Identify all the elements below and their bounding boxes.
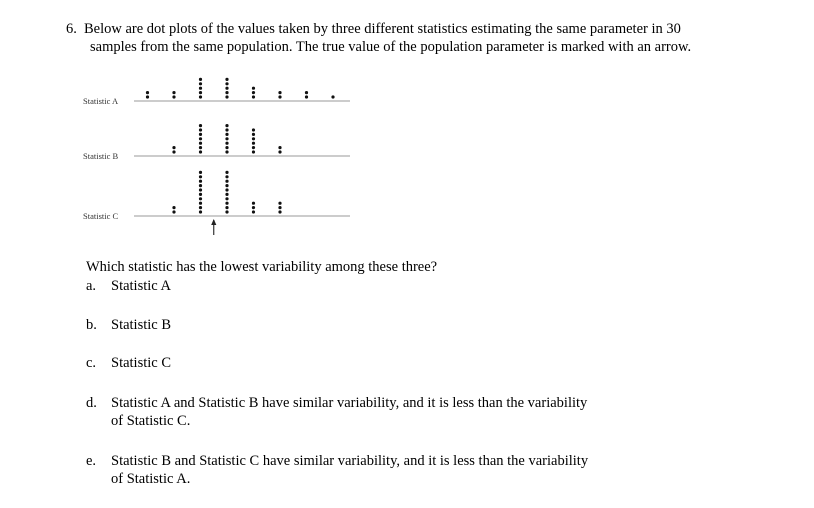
plot-dot [199, 206, 202, 209]
plot-dot [225, 171, 228, 174]
plot-dot [199, 91, 202, 94]
plot-dot [225, 95, 228, 98]
choice-text-line-1: Statistic B and Statistic C have similar variability, and it is less than the variability [111, 453, 589, 469]
plot-dot [305, 95, 308, 98]
plot-dot [252, 95, 255, 98]
plot-dot [225, 184, 228, 187]
plot-dot [172, 95, 175, 98]
choice-text: Statistic A [111, 278, 172, 294]
plot-dot [199, 142, 202, 145]
plot-label: Statistic A [83, 96, 119, 106]
plot-dot [225, 188, 228, 191]
plot-dot [199, 137, 202, 140]
plot-dot [172, 210, 175, 213]
plot-dot [199, 180, 202, 183]
plot-dot [252, 150, 255, 153]
plot-label: Statistic C [83, 211, 119, 221]
plot-dot [278, 91, 281, 94]
plot-dot [146, 95, 149, 98]
plot-dot [199, 184, 202, 187]
plot-dot [225, 91, 228, 94]
plot-dot [278, 210, 281, 213]
plot-label: Statistic B [83, 151, 119, 161]
plot-dot [199, 188, 202, 191]
plot-dot [225, 133, 228, 136]
choice-text: Statistic C [111, 355, 172, 371]
plot-dot [199, 82, 202, 85]
choice-letter: c. [86, 355, 97, 371]
plot-dot [199, 202, 202, 205]
plot-dot [199, 197, 202, 200]
plot-dot [199, 150, 202, 153]
dot-plots-layer [83, 78, 350, 235]
plot-dot [199, 193, 202, 196]
plot-dot [252, 87, 255, 90]
plot-dot [199, 95, 202, 98]
plot-dot [225, 137, 228, 140]
stem-line-1: Below are dot plots of the values taken by three different statistics estimating the same parameter in 30 [84, 21, 681, 37]
plot-dot [278, 146, 281, 149]
plot-dot [225, 124, 228, 127]
choice-letter: e. [86, 453, 97, 469]
plot-dot [172, 91, 175, 94]
plot-dot [252, 146, 255, 149]
plot-dot [225, 78, 228, 81]
plot-dot [199, 124, 202, 127]
plot-dot [225, 150, 228, 153]
plot-dot [278, 202, 281, 205]
plot-dot [225, 175, 228, 178]
question-prompt: Which statistic has the lowest variability among these three? [86, 259, 438, 275]
plot-dot [225, 82, 228, 85]
plot-dot [199, 210, 202, 213]
plot-dot [305, 91, 308, 94]
plot-dot [146, 91, 149, 94]
choice-letter: d. [86, 395, 97, 411]
plot-dot [225, 210, 228, 213]
plot-dot [252, 202, 255, 205]
plot-dot [225, 146, 228, 149]
plot-dot [252, 142, 255, 145]
plot-dot [225, 180, 228, 183]
plot-dot [278, 206, 281, 209]
plot-dot [172, 146, 175, 149]
plot-dot [252, 210, 255, 213]
plot-dot [199, 146, 202, 149]
plot-dot [199, 171, 202, 174]
choice-text-line-2: of Statistic C. [111, 413, 191, 429]
plot-dot [225, 206, 228, 209]
choice-letter: a. [86, 278, 97, 294]
plot-dot [225, 193, 228, 196]
plot-dot [252, 206, 255, 209]
plot-dot [331, 95, 334, 98]
plot-dot [225, 128, 228, 131]
choice-text-line-1: Statistic A and Statistic B have similar variability, and it is less than the variability [111, 395, 588, 411]
choice-text [111, 394, 711, 430]
question-number: 6. [66, 21, 77, 37]
plot-dot [172, 150, 175, 153]
plot-dot [225, 87, 228, 90]
stem-line-2: samples from the same population. The true value of the population parameter is marked with an arrow. [90, 39, 692, 55]
plot-dot [252, 128, 255, 131]
plot-dot [199, 78, 202, 81]
choice-letter: b. [86, 317, 97, 333]
plot-dot [252, 133, 255, 136]
plot-dot [199, 133, 202, 136]
plot-dot [225, 197, 228, 200]
plot-dot [252, 137, 255, 140]
plot-dot [252, 91, 255, 94]
plot-dot [278, 95, 281, 98]
plot-dot [278, 150, 281, 153]
choice-text [111, 452, 711, 488]
plot-dot [225, 142, 228, 145]
choice-text: Statistic B [111, 317, 172, 333]
true-value-arrow [211, 219, 216, 235]
plot-dot [199, 87, 202, 90]
dot-plots-figure [0, 0, 814, 250]
plot-dot [199, 128, 202, 131]
plot-dot [225, 202, 228, 205]
plot-dot [172, 206, 175, 209]
choice-text-line-2: of Statistic A. [111, 471, 191, 487]
plot-dot [199, 175, 202, 178]
